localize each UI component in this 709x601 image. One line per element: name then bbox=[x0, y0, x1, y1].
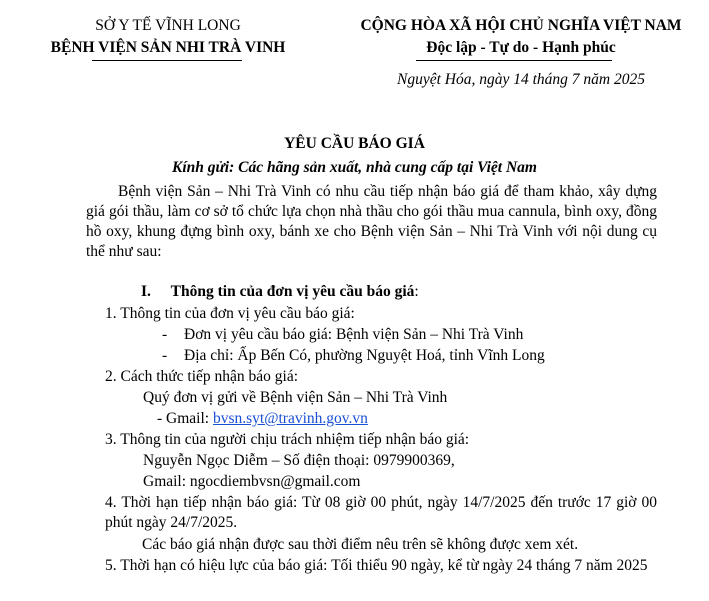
item-3-b: Gmail: ngocdiembvsn@gmail.com bbox=[143, 473, 361, 490]
item-5: 5. Thời hạn có hiệu lực của báo giá: Tối thiểu 90 ngày, kể từ ngày 24 tháng 7 năm 2025 bbox=[105, 557, 648, 574]
section-1-number: I. bbox=[141, 283, 151, 300]
national-title: CỘNG HÒA XÃ HỘI CHỦ NGHĨA VIỆT NAM bbox=[360, 17, 682, 34]
document-title: YÊU CẦU BÁO GIÁ bbox=[284, 135, 425, 152]
agency-name: SỞ Y TẾ VĨNH LONG bbox=[95, 17, 241, 34]
item-2-a: Quý đơn vị gửi về Bệnh viện Sản – Nhi Trà Vinh bbox=[143, 389, 448, 406]
item-2-b bbox=[157, 409, 368, 429]
date-line: Nguyệt Hóa, ngày 14 tháng 7 năm 2025 bbox=[397, 71, 645, 88]
item-4: 4. Thời hạn tiếp nhận báo giá: Từ 08 giờ 00 phút, ngày 14/7/2025 đến trước 17 giờ 00 phút ngày 24/7/2025. bbox=[105, 494, 657, 531]
item-1-a-dash: - bbox=[162, 326, 168, 343]
hospital-underline bbox=[92, 60, 242, 61]
hospital-name: BỆNH VIỆN SẢN NHI TRÀ VINH bbox=[50, 39, 286, 56]
section-1-colon: : bbox=[414, 283, 419, 300]
intro-paragraph bbox=[54, 182, 657, 262]
national-motto: Độc lập - Tự do - Hạnh phúc bbox=[426, 39, 616, 56]
section-1-heading bbox=[141, 282, 419, 302]
email-link[interactable]: bvsn.syt@travinh.gov.vn bbox=[212, 410, 368, 427]
item-1-b: Địa chỉ: Ấp Bến Có, phường Nguyệt Hoá, tỉnh Vĩnh Long bbox=[184, 347, 545, 364]
item-2: 2. Cách thức tiếp nhận báo giá: bbox=[105, 368, 299, 385]
intro-text: Bệnh viện Sản – Nhi Trà Vinh có nhu cầu tiếp nhận báo giá để tham khảo, xây dựng giá gói thầu, làm cơ sở tổ chức lựa chọn nhà thầu cho gói thầu mua cannula, bình oxy, đồng hồ oxy, khung đựng bình oxy, bánh xe cho Bệnh viện Sản – Nhi Trà Vinh với nội dung cụ thể như sau: bbox=[86, 183, 657, 260]
item-1: 1. Thông tin của đơn vị yêu cầu báo giá: bbox=[105, 305, 355, 322]
item-3-a: Nguyễn Ngọc Diễm – Số điện thoại: 0979900369, bbox=[143, 452, 455, 469]
item-1-b-dash: - bbox=[162, 347, 168, 364]
recipient-line: Kính gửi: Các hãng sản xuất, nhà cung cấp tại Việt Nam bbox=[171, 159, 537, 176]
motto-underline bbox=[416, 60, 612, 61]
item-4-note: Các báo giá nhận được sau thời điểm nêu trên sẽ không được xem xét. bbox=[142, 536, 579, 553]
gmail-label: - Gmail: bbox=[157, 410, 213, 427]
item-3: 3. Thông tin của người chịu trách nhiệm tiếp nhận báo giá: bbox=[105, 431, 470, 448]
item-1-a: Đơn vị yêu cầu báo giá: Bệnh viện Sản – Nhi Trà Vinh bbox=[184, 326, 524, 343]
section-1-title: Thông tin của đơn vị yêu cầu báo giá bbox=[170, 283, 415, 300]
